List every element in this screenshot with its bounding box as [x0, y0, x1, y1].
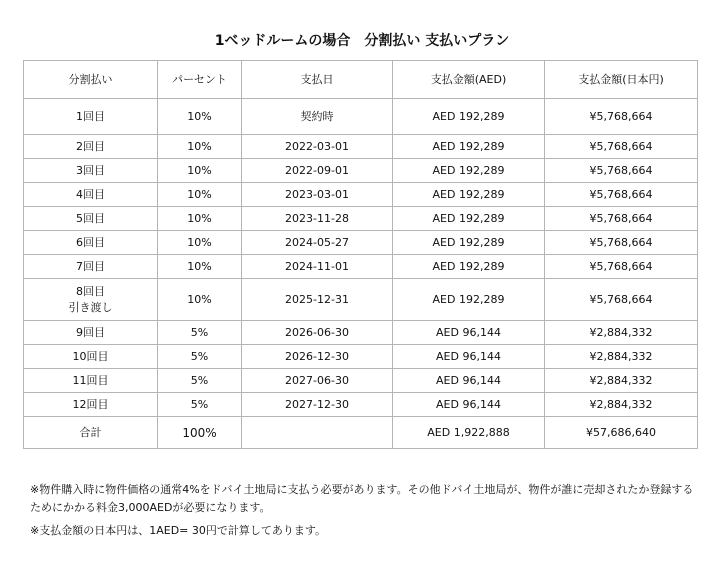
cell-installment: 9回目	[24, 321, 158, 345]
cell-amount-jpy: ¥2,884,332	[545, 369, 698, 393]
cell-amount-jpy: ¥2,884,332	[545, 393, 698, 417]
cell-installment: 5回目	[24, 207, 158, 231]
cell-date: 2023-03-01	[242, 183, 393, 207]
cell-amount-aed: AED 192,289	[393, 207, 545, 231]
cell-percent: 5%	[158, 393, 242, 417]
cell-installment: 7回目	[24, 255, 158, 279]
cell-date: 2027-06-30	[242, 369, 393, 393]
cell-installment: 10回目	[24, 345, 158, 369]
cell-date: 2026-06-30	[242, 321, 393, 345]
table-row	[24, 321, 698, 345]
notes	[30, 481, 694, 540]
total-percent: 100%	[158, 417, 242, 449]
table-row	[24, 207, 698, 231]
cell-amount-aed: AED 192,289	[393, 99, 545, 135]
cell-percent: 10%	[158, 279, 242, 321]
cell-percent: 10%	[158, 207, 242, 231]
cell-installment: 1回目	[24, 99, 158, 135]
table-body	[24, 99, 698, 449]
cell-date: 2022-03-01	[242, 135, 393, 159]
total-amount-jpy: ¥57,686,640	[545, 417, 698, 449]
cell-date: 2025-12-31	[242, 279, 393, 321]
cell-amount-jpy: ¥5,768,664	[545, 231, 698, 255]
cell-date: 2024-11-01	[242, 255, 393, 279]
cell-amount-jpy: ¥5,768,664	[545, 207, 698, 231]
header-installment: 分割払い	[24, 61, 158, 99]
page-title: 1ベッドルームの場合 分割払い 支払いプラン	[214, 33, 510, 49]
cell-date: 2027-12-30	[242, 393, 393, 417]
cell-installment: 11回目	[24, 369, 158, 393]
cell-percent: 5%	[158, 345, 242, 369]
cell-installment: 3回目	[24, 159, 158, 183]
cell-amount-aed: AED 96,144	[393, 345, 545, 369]
cell-installment: 12回目	[24, 393, 158, 417]
table-row	[24, 393, 698, 417]
cell-amount-aed: AED 96,144	[393, 393, 545, 417]
cell-percent: 10%	[158, 255, 242, 279]
cell-date: 2026-12-30	[242, 345, 393, 369]
total-amount-aed: AED 1,922,888	[393, 417, 545, 449]
table-row	[24, 255, 698, 279]
cell-percent: 10%	[158, 159, 242, 183]
cell-amount-jpy: ¥5,768,664	[545, 135, 698, 159]
cell-percent: 10%	[158, 183, 242, 207]
cell-amount-jpy: ¥5,768,664	[545, 183, 698, 207]
total-label: 合計	[24, 417, 158, 449]
cell-amount-jpy: ¥5,768,664	[545, 99, 698, 135]
cell-date: 契約時	[242, 99, 393, 135]
cell-amount-jpy: ¥2,884,332	[545, 345, 698, 369]
cell-amount-aed: AED 96,144	[393, 369, 545, 393]
table-row	[24, 369, 698, 393]
cell-percent: 10%	[158, 231, 242, 255]
cell-date: 2022-09-01	[242, 159, 393, 183]
cell-amount-aed: AED 192,289	[393, 231, 545, 255]
table-total-row	[24, 417, 698, 449]
cell-percent: 10%	[158, 99, 242, 135]
cell-date: 2024-05-27	[242, 231, 393, 255]
cell-date: 2023-11-28	[242, 207, 393, 231]
cell-amount-aed: AED 192,289	[393, 255, 545, 279]
cell-percent: 5%	[158, 321, 242, 345]
header-amount-jpy: 支払金額(日本円)	[545, 61, 698, 99]
cell-amount-aed: AED 96,144	[393, 321, 545, 345]
cell-amount-aed: AED 192,289	[393, 279, 545, 321]
table-row	[24, 99, 698, 135]
cell-percent: 10%	[158, 135, 242, 159]
cell-amount-aed: AED 192,289	[393, 159, 545, 183]
note-land-fee: ※物件購入時に物件価格の通常4%をドバイ土地局に支払う必要があります。その他ドバイ土地局が、物件が誰に売却されたか登録するためにかかる料金3,000AEDが必要になります。	[30, 483, 694, 514]
table-row	[24, 183, 698, 207]
table-row	[24, 279, 698, 321]
cell-amount-jpy: ¥5,768,664	[545, 159, 698, 183]
header-amount-aed: 支払金額(AED)	[393, 61, 545, 99]
cell-installment	[24, 279, 158, 321]
cell-installment: 6回目	[24, 231, 158, 255]
cell-amount-aed: AED 192,289	[393, 183, 545, 207]
table-row	[24, 345, 698, 369]
table-header-row	[24, 61, 698, 99]
table-row	[24, 135, 698, 159]
total-date	[242, 417, 393, 449]
table-row	[24, 231, 698, 255]
header-date: 支払日	[242, 61, 393, 99]
installment-label: 8回目	[76, 284, 105, 298]
table-row	[24, 159, 698, 183]
cell-installment: 4回目	[24, 183, 158, 207]
cell-amount-aed: AED 192,289	[393, 135, 545, 159]
cell-amount-jpy: ¥5,768,664	[545, 255, 698, 279]
cell-amount-jpy: ¥2,884,332	[545, 321, 698, 345]
cell-installment: 2回目	[24, 135, 158, 159]
cell-percent: 5%	[158, 369, 242, 393]
payment-plan-table	[23, 60, 698, 449]
installment-sublabel: 引き渡し	[68, 300, 113, 314]
cell-amount-jpy: ¥5,768,664	[545, 279, 698, 321]
header-percent: パーセント	[158, 61, 242, 99]
note-exchange-rate: ※支払金額の日本円は、1AED= 30円で計算してあります。	[30, 524, 326, 537]
